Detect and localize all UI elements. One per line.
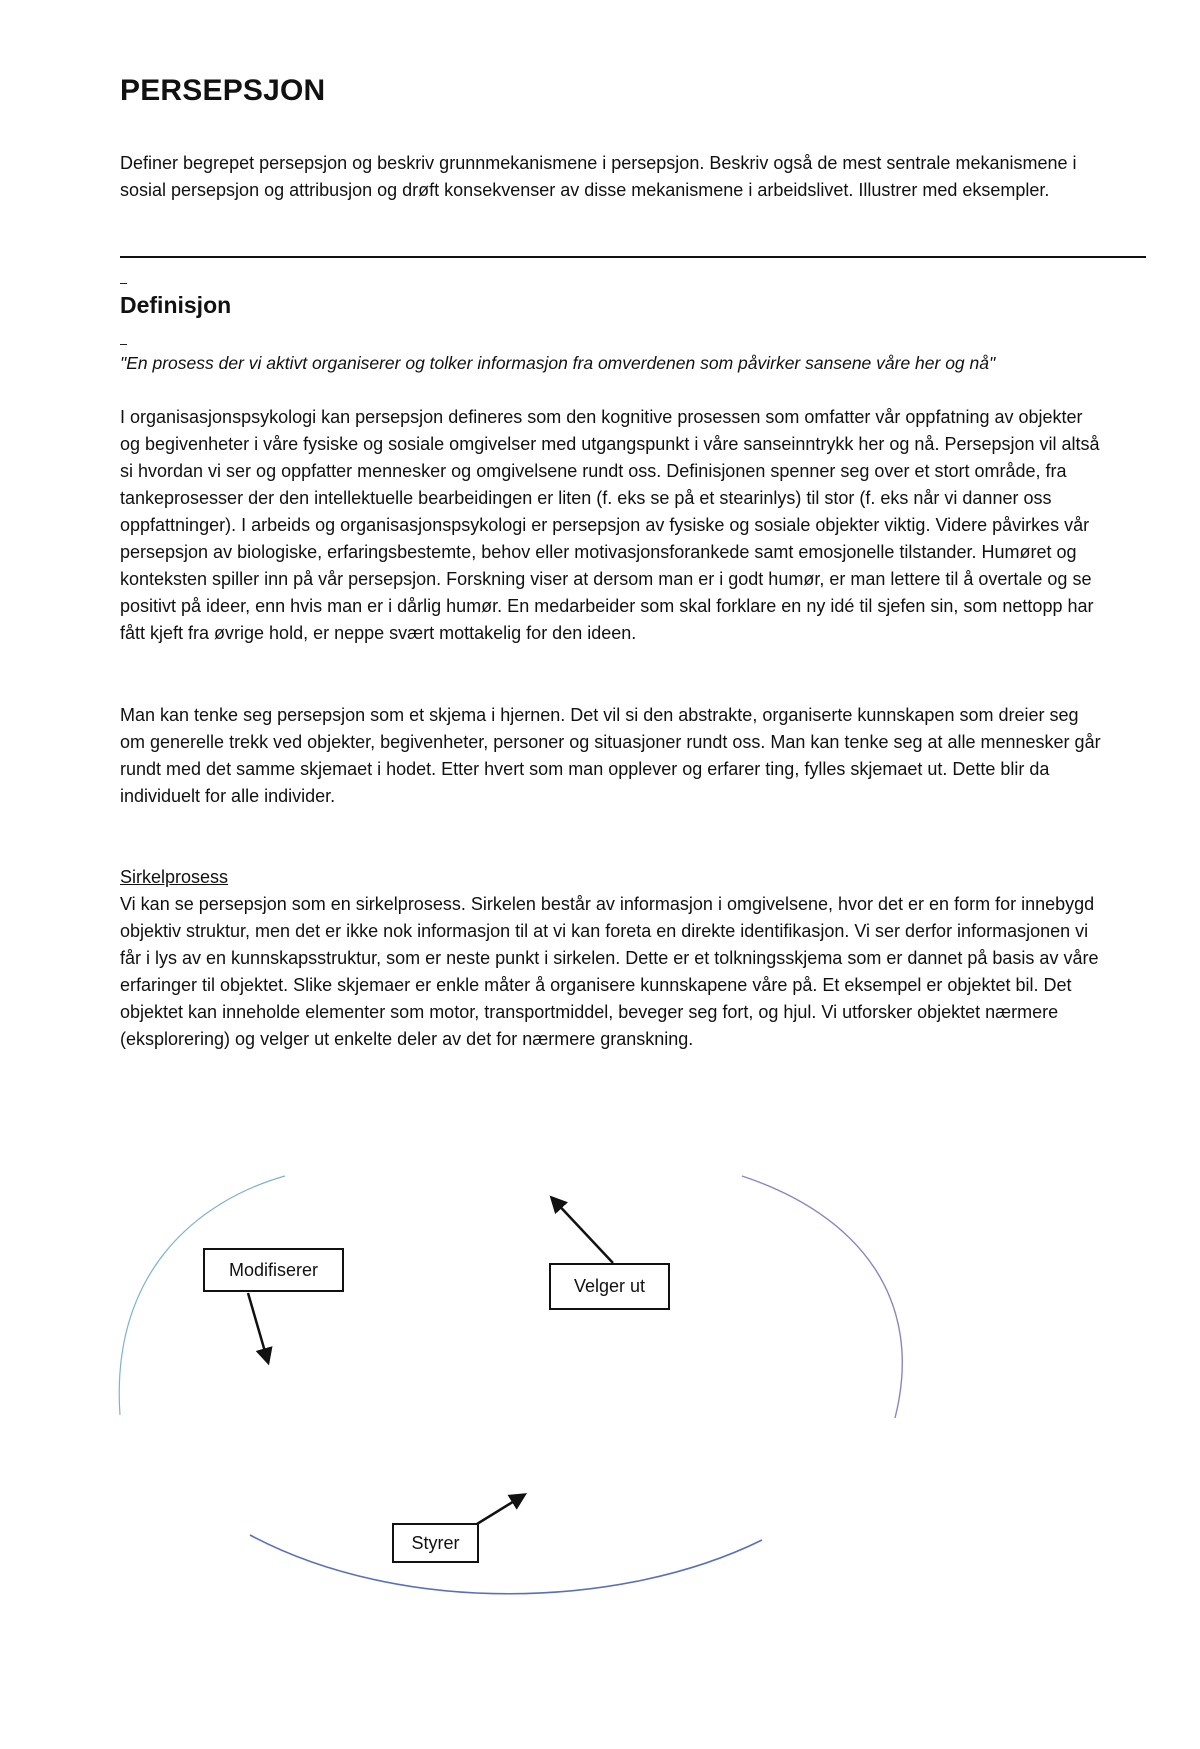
label-modifiserer: Modifiserer <box>228 1259 319 1280</box>
label-box-styrer <box>392 1523 479 1563</box>
assignment-text: Definer begrepet persepsjon og beskriv grunnmekanismene i persepsjon. Beskriv også de mest sentrale mekanismene i sosial persepsjon og attribusjon og drøft konsekvenser av disse mekanismene i arbeidslivet. Illustrer med eksempler. <box>120 153 1077 200</box>
subheading-sirkelprosess: Sirkelprosess <box>120 867 229 887</box>
label-box-velger-ut <box>549 1263 670 1310</box>
paragraph-2: Man kan tenke seg persepsjon som et skjema i hjernen. Det vil si den abstrakte, organiserte kunnskapen som dreier seg om generelle trekk ved objekter, begivenheter, personer og situasjoner rundt oss. Man kan tenke seg at alle mennesker går rundt med det samme skjemaet i hodet. Etter hvert som man opplever og erfarer ting, fylles skjemaet ut. Dette blir da individuelt for alle individer. <box>120 705 1101 806</box>
arrow-modifiserer <box>248 1293 268 1362</box>
document-title: PERSEPSJON <box>120 74 326 107</box>
circle-arc-bottom <box>250 1532 762 1594</box>
label-box-modifiserer <box>203 1248 344 1292</box>
paragraph-3: Vi kan se persepsjon som en sirkelprosess. Sirkelen består av informasjon i omgivelsene, hvor det er en form for innebygd objektiv struktur, men det er ikke nok informasjon til at vi kan foreta en direkte identifikasjon. Vi ser derfor informasjonen vi får i lys av en kunnskapsstruktur, som er neste punkt i sirkelen. Dette er et tolkningsskjema som er dannet på basis av våre erfaringer til objektet. Slike skjemaer er enkle måter å organisere kunnskapene våre på. Et eksempel er objektet bil. Det objektet kan inneholde elementer som motor, transportmiddel, beveger seg fort, og hjul. Vi utforsker objektet nærmere (eksplorering) og velger ut enkelte deler av det for nærmere granskning. <box>120 894 1099 1049</box>
arrow-velger-ut <box>552 1198 613 1263</box>
paragraph-1: I organisasjonspsykologi kan persepsjon defineres som den kognitive prosessen som omfatter vår oppfatning av objekter og begivenheter i våre fysiske og sosiale omgivelser med utgangspunkt i våre sanseinntrykk her og nå. Persepsjon vil altså si hvordan vi ser og oppfatter mennesker og omgivelsene rundt oss. Definisjonen spenner seg over et stort område, fra tankeprosesser der den intellektuelle bearbeidingen er liten (f. eks se på et stearinlys) til stor (f. eks når vi danner oss oppfattninger). I arbeids og organisasjonspsykologi er persepsjon av fysiske og sosiale objekter viktig. Videre påvirkes vår persepsjon av biologiske, erfaringsbestemte, behov eller motivasjonsforankede samt emosjonelle tilstander. Humøret og konteksten spiller inn på vår persepsjon. Forskning viser at dersom man er i godt humør, er man lettere til å overtale og se positivt på ideer, enn hvis man er i dårlig humør. En medarbeider som skal forklare en ny idé til sjefen sin, som nettopp har fått kjeft fra øvrige hold, er neppe svært mottakelig for den ideen. <box>120 407 1100 643</box>
label-velger-ut: Velger ut <box>573 1276 646 1296</box>
label-styrer: Styrer <box>411 1532 460 1553</box>
circle-arc-right <box>742 1176 902 1418</box>
circle-arc-left <box>119 1176 285 1415</box>
arrow-styrer <box>477 1495 524 1524</box>
definition-quote: "En prosess der vi aktivt organiserer og tolker informasjon fra omverdenen som påvirker sansene våre her og nå" <box>120 353 996 373</box>
definition-heading: Definisjon <box>120 292 232 318</box>
